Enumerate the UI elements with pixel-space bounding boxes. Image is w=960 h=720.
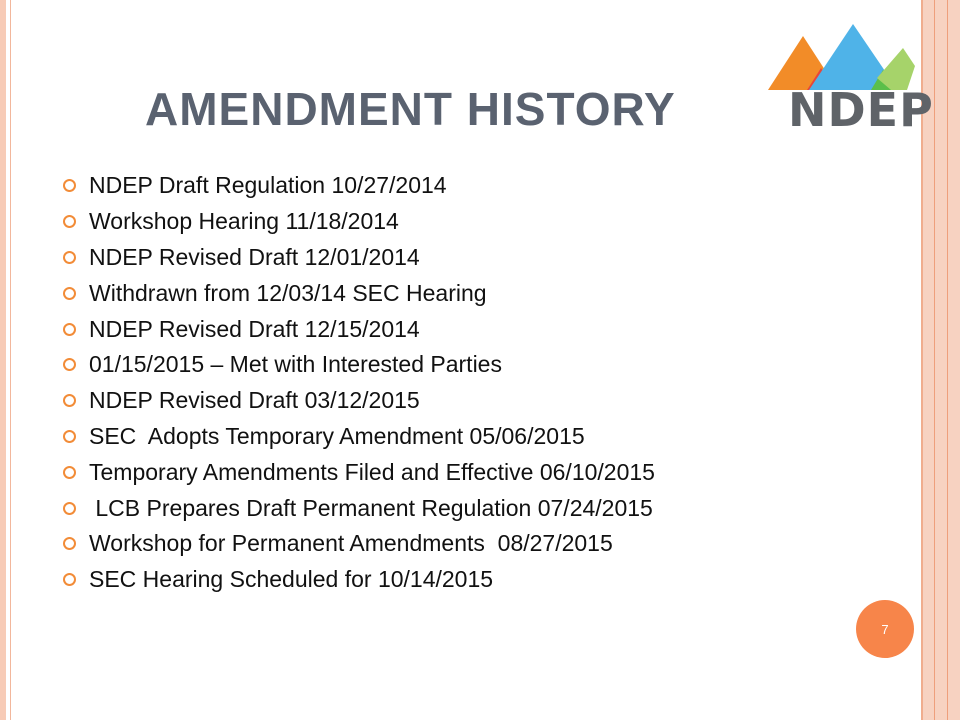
list-item bbox=[62, 383, 655, 419]
logo-text: NDEP bbox=[788, 83, 934, 137]
list-item-text: Workshop Hearing 11/18/2014 bbox=[89, 208, 399, 235]
slide-title: AMENDMENT HISTORY bbox=[145, 83, 676, 135]
bullet-circle-icon bbox=[63, 179, 76, 192]
logo-blue-mountain bbox=[809, 24, 887, 90]
list-item bbox=[62, 347, 655, 383]
left-border-line bbox=[10, 0, 11, 720]
list-item bbox=[62, 526, 655, 562]
list-item bbox=[62, 168, 655, 204]
bullet-circle-icon bbox=[63, 537, 76, 550]
bullet-circle-icon bbox=[63, 466, 76, 479]
list-item bbox=[62, 240, 655, 276]
amendment-history-list bbox=[62, 168, 655, 598]
list-item-text: SEC Hearing Scheduled for 10/14/2015 bbox=[89, 566, 494, 593]
list-item-text: LCB Prepares Draft Permanent Regulation 07/24/2015 bbox=[89, 494, 653, 521]
list-item-text: SEC Adopts Temporary Amendment 05/06/2015 bbox=[89, 422, 585, 449]
bullet-circle-icon bbox=[63, 394, 76, 407]
list-item-text: Temporary Amendments Filed and Effective 06/10/2015 bbox=[89, 458, 655, 485]
list-item bbox=[62, 562, 655, 598]
bullet-circle-icon bbox=[63, 573, 76, 586]
list-item bbox=[62, 490, 655, 526]
bullet-circle-icon bbox=[63, 430, 76, 443]
right-border-line bbox=[947, 0, 948, 720]
list-item-text: NDEP Draft Regulation 10/27/2014 bbox=[89, 172, 447, 199]
list-item bbox=[62, 311, 655, 347]
list-item-text: NDEP Revised Draft 12/15/2014 bbox=[89, 315, 420, 342]
list-item-text: 01/15/2015 – Met with Interested Parties bbox=[89, 351, 502, 378]
bullet-circle-icon bbox=[63, 323, 76, 336]
bullet-circle-icon bbox=[63, 251, 76, 264]
list-item-text: NDEP Revised Draft 03/12/2015 bbox=[89, 387, 420, 414]
bullet-circle-icon bbox=[63, 358, 76, 371]
left-border bbox=[0, 0, 6, 720]
page-number-badge: 7 bbox=[856, 600, 914, 658]
bullet-circle-icon bbox=[63, 502, 76, 515]
list-item-text: NDEP Revised Draft 12/01/2014 bbox=[89, 243, 420, 270]
list-item bbox=[62, 204, 655, 240]
bullet-circle-icon bbox=[63, 215, 76, 228]
bullet-circle-icon bbox=[63, 287, 76, 300]
list-item-text: Withdrawn from 12/03/14 SEC Hearing bbox=[89, 279, 487, 306]
list-item bbox=[62, 419, 655, 455]
list-item-text: Workshop for Permanent Amendments 08/27/2015 bbox=[89, 530, 613, 557]
list-item bbox=[62, 454, 655, 490]
right-border-line bbox=[934, 0, 935, 720]
list-item bbox=[62, 275, 655, 311]
